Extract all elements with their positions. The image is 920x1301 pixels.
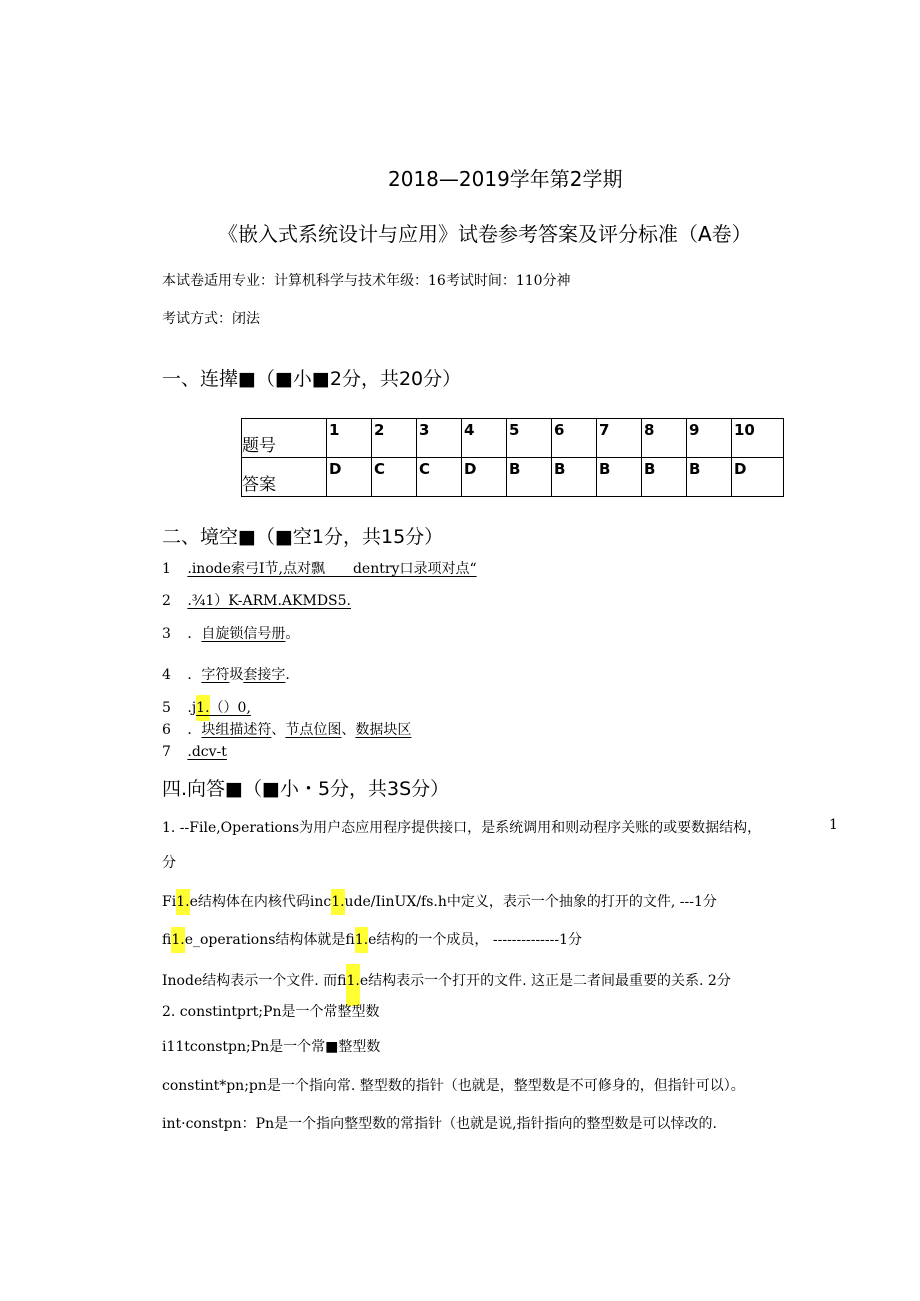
item-dot: ． <box>187 626 202 642</box>
question-number-cell: 8 <box>642 419 687 458</box>
question-number-cell: 1 <box>327 419 372 458</box>
fill-item-7 <box>162 744 227 760</box>
item-answer: （）0, <box>209 700 251 716</box>
answer-cell: C <box>417 458 462 497</box>
item-punct: . <box>285 667 290 683</box>
highlighted-text: 1. <box>331 889 344 915</box>
item-answer: 套接字 <box>243 667 286 683</box>
answer-q1-line5 <box>162 964 731 1006</box>
question-number-cell: 3 <box>417 419 462 458</box>
fill-item-5 <box>162 695 251 721</box>
highlighted-text: 1. <box>346 964 359 1006</box>
exam-title: 《嵌入式系统设计与应用》试卷参考答案及评分标准（A卷） <box>218 222 752 246</box>
highlighted-text: 1. <box>176 889 189 915</box>
item-number: 5 <box>162 700 171 716</box>
highlighted-text: 1. <box>196 695 209 721</box>
item-answer-mid: 圾 <box>229 667 244 683</box>
answer-cell: B <box>597 458 642 497</box>
highlighted-text: 1. <box>171 927 184 953</box>
answer-cell: B <box>687 458 732 497</box>
item-sep: 、 <box>341 722 356 738</box>
text-fragment: e结构表示一个打开的文件. 这正是二者间最重要的关系. 2分 <box>359 973 731 989</box>
question-number-cell: 4 <box>462 419 507 458</box>
item-punct: 。 <box>285 626 300 642</box>
item-sep: 、 <box>271 722 286 738</box>
item-number: 3 <box>162 626 171 642</box>
answer-q1-line2: 分 <box>162 855 176 871</box>
answer-cell: B <box>507 458 552 497</box>
answer-cell: D <box>327 458 372 497</box>
item-number: 4 <box>162 667 171 683</box>
text-fragment: Inode结构表示一个文件. 而fi <box>162 973 347 989</box>
section4-heading: 四.向答■（■小・5分，共3S分） <box>162 778 450 800</box>
fill-item-1 <box>162 558 477 578</box>
answer-cell: D <box>462 458 507 497</box>
text-fragment: ude/IinUX/fs.h中定义，表示一个抽象的打开的文件, ---1分 <box>344 894 717 910</box>
section2-heading: 二、境空■（■空1分，共15分） <box>162 526 444 548</box>
question-number-cell: 6 <box>552 419 597 458</box>
question-number-row <box>242 419 784 458</box>
answer-table <box>241 418 784 497</box>
question-number-cell: 9 <box>687 419 732 458</box>
fill-item-3 <box>162 623 299 643</box>
text-fragment: e结构的一个成员， --------------1分 <box>368 932 583 948</box>
text-fragment: Fi <box>162 894 177 910</box>
item-answer: 节点位图 <box>285 722 342 738</box>
answer-q2-line3: constint*pn;pn是一个指向常. 整型数的指针（也就是，整型数是不可修身的，但指针可以）。 <box>162 1078 745 1094</box>
item-answer: 字符 <box>201 667 230 683</box>
question-number-cell: 7 <box>597 419 642 458</box>
fill-item-2 <box>162 590 351 610</box>
section1-heading: 一、连撵■（■小■2分，共20分） <box>162 368 462 390</box>
row-label-answer: 答案 <box>242 458 327 497</box>
answer-cell: C <box>372 458 417 497</box>
answer-q1-line1: 1. --File,Operations为用户态应用程序提供接口，是系统调用和则动程序关账的或要数据结构， <box>162 820 762 836</box>
fill-item-6 <box>162 719 411 739</box>
item-dot: ． <box>187 667 202 683</box>
answer-q2-line2: i11tconstpn;Pn是一个常■整型数 <box>162 1039 381 1055</box>
text-fragment: e结构体在内核代码inc <box>189 894 332 910</box>
fill-item-4 <box>162 664 290 684</box>
item-number: 7 <box>162 744 171 760</box>
answer-cell: B <box>552 458 597 497</box>
row-label-question: 题号 <box>242 419 327 458</box>
item-answer: .inode索弓I节,点对飘 dentry口录项对点“ <box>187 561 477 577</box>
answer-cell: D <box>732 458 784 497</box>
answer-row <box>242 458 784 497</box>
item-answer: 块组描述符 <box>201 722 272 738</box>
text-fragment: fi <box>162 932 172 948</box>
answer-q1-line3 <box>162 889 717 915</box>
item-answer: 自旋锁信号册 <box>201 626 286 642</box>
answer-q1-score: 1 <box>829 817 838 833</box>
answer-q2-line1: 2. constintprt;Pn是一个常整型数 <box>162 1004 380 1020</box>
item-answer: .dcv-t <box>187 744 227 760</box>
answer-q1-line4 <box>162 927 582 953</box>
item-answer: .¾1）K-ARM.AKMDS5. <box>187 593 351 609</box>
exam-mode-line: 考试方式：闭法 <box>162 311 260 327</box>
item-number: 1 <box>162 561 171 577</box>
question-number-cell: 2 <box>372 419 417 458</box>
item-dot: ． <box>187 722 202 738</box>
question-number-cell: 5 <box>507 419 552 458</box>
answer-q2-line4: int·constpn：Pn是一个指向整型数的常指针（也就是说,指针指向的整型数是可以悻改的. <box>162 1116 717 1132</box>
item-number: 6 <box>162 722 171 738</box>
highlighted-text: 1. <box>355 927 368 953</box>
answer-cell: B <box>642 458 687 497</box>
item-number: 2 <box>162 593 171 609</box>
question-number-cell: 10 <box>732 419 784 458</box>
term-heading: 2018—2019学年第2学期 <box>388 167 623 191</box>
item-answer: 数据块区 <box>355 722 412 738</box>
item-answer: .j <box>187 700 197 716</box>
text-fragment: e_operations结构体就是fi <box>184 932 355 948</box>
exam-meta-line: 本试卷适用专业：计算机科学与技术年级：16考试时间：110分神 <box>162 273 571 289</box>
